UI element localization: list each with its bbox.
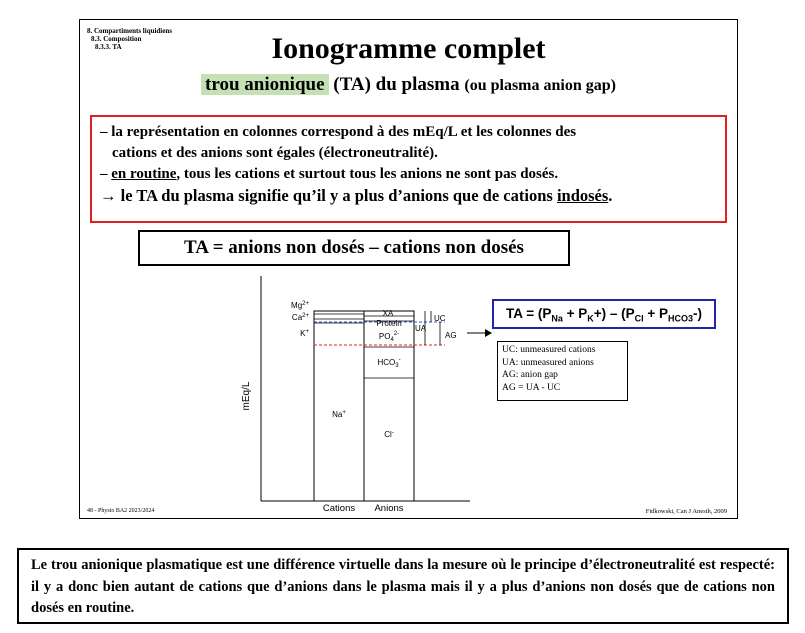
explanation-note: Le trou anionique plasmatique est une différence virtuelle dans la mesure où le principe d’électroneutralité est respecté: il y a donc bien autant de cations que d’anions dans le plasma mais il y a plus d’anions non dosés que de cations non dosés en routine. [17, 548, 789, 624]
legend-item: AG = UA - UC [502, 382, 561, 393]
slide-subtitle [80, 74, 737, 96]
key-points-box [90, 115, 727, 223]
subtitle-rest: (TA) du plasma [328, 74, 465, 95]
subtitle-small: (ou plasma anion gap) [464, 77, 616, 94]
subtitle-highlight: trou anionique [201, 74, 329, 95]
label-cl: Cl- [384, 430, 394, 439]
footer-left: 48 - Physio BA2 2023/2024 [87, 508, 155, 514]
label-mg: $Mg^{2+}$ [291, 301, 309, 310]
label-ua: UA [415, 324, 427, 333]
bullet-2: – en routine, tous les cations et surtout tous les anions ne sont pas dosés. [100, 166, 559, 182]
legend-item: UA: unmeasured anions [502, 357, 594, 368]
ta-definition-box: TA = anions non dosés – cations non dosés [138, 230, 570, 266]
bullet-1-continuation: cations et des anions sont égales (électroneutralité). [112, 145, 438, 161]
slide-title: Ionogramme complet [271, 32, 546, 65]
label-na: Na+ [332, 410, 346, 419]
label-protein: Protein [376, 319, 402, 328]
arrow-head [485, 329, 492, 337]
slide [79, 19, 738, 519]
legend-item: AG: anion gap [502, 370, 558, 380]
bullet-1: – la représentation en colonnes correspond à des mEq/L et les colonnes des [100, 124, 577, 140]
label-k: K+ [300, 329, 309, 338]
breadcrumb-level-1: 8. Compartiments liquidiens [87, 27, 172, 35]
label-po4: $PO_4^{2-}$ [378, 331, 400, 343]
breadcrumb-level-2: 8.3. Composition [91, 35, 142, 43]
ionogram-chart [235, 276, 500, 516]
y-axis-label: mEq/L [241, 381, 252, 411]
label-uc: UC [434, 314, 446, 323]
label-ag: AG [445, 331, 457, 340]
label-ca: $Ca^{2+}$ [291, 313, 309, 322]
footer-citation: Fidkowski, Can J Anesth, 2009 [645, 508, 727, 515]
label-hco3: $HCO_3^-$ [377, 357, 401, 369]
label-xa: XA- [382, 309, 396, 318]
breadcrumb-level-3: 8.3.3. TA [95, 43, 122, 51]
bullet-3: → le TA du plasma signifie qu’il y a plus d’anions que de cations indosés. [100, 186, 613, 205]
cation-column [314, 311, 364, 501]
abbreviation-legend [497, 341, 628, 401]
x-tick-cations: Cations [322, 503, 356, 514]
x-tick-anions: Anions [374, 503, 404, 514]
anion-gap-formula: TA = $(P_{Na} + P_K+) - (P_{Cl} + P_{HCO3}-)$ [492, 299, 716, 329]
legend-item: UC: unmeasured cations [502, 345, 596, 355]
